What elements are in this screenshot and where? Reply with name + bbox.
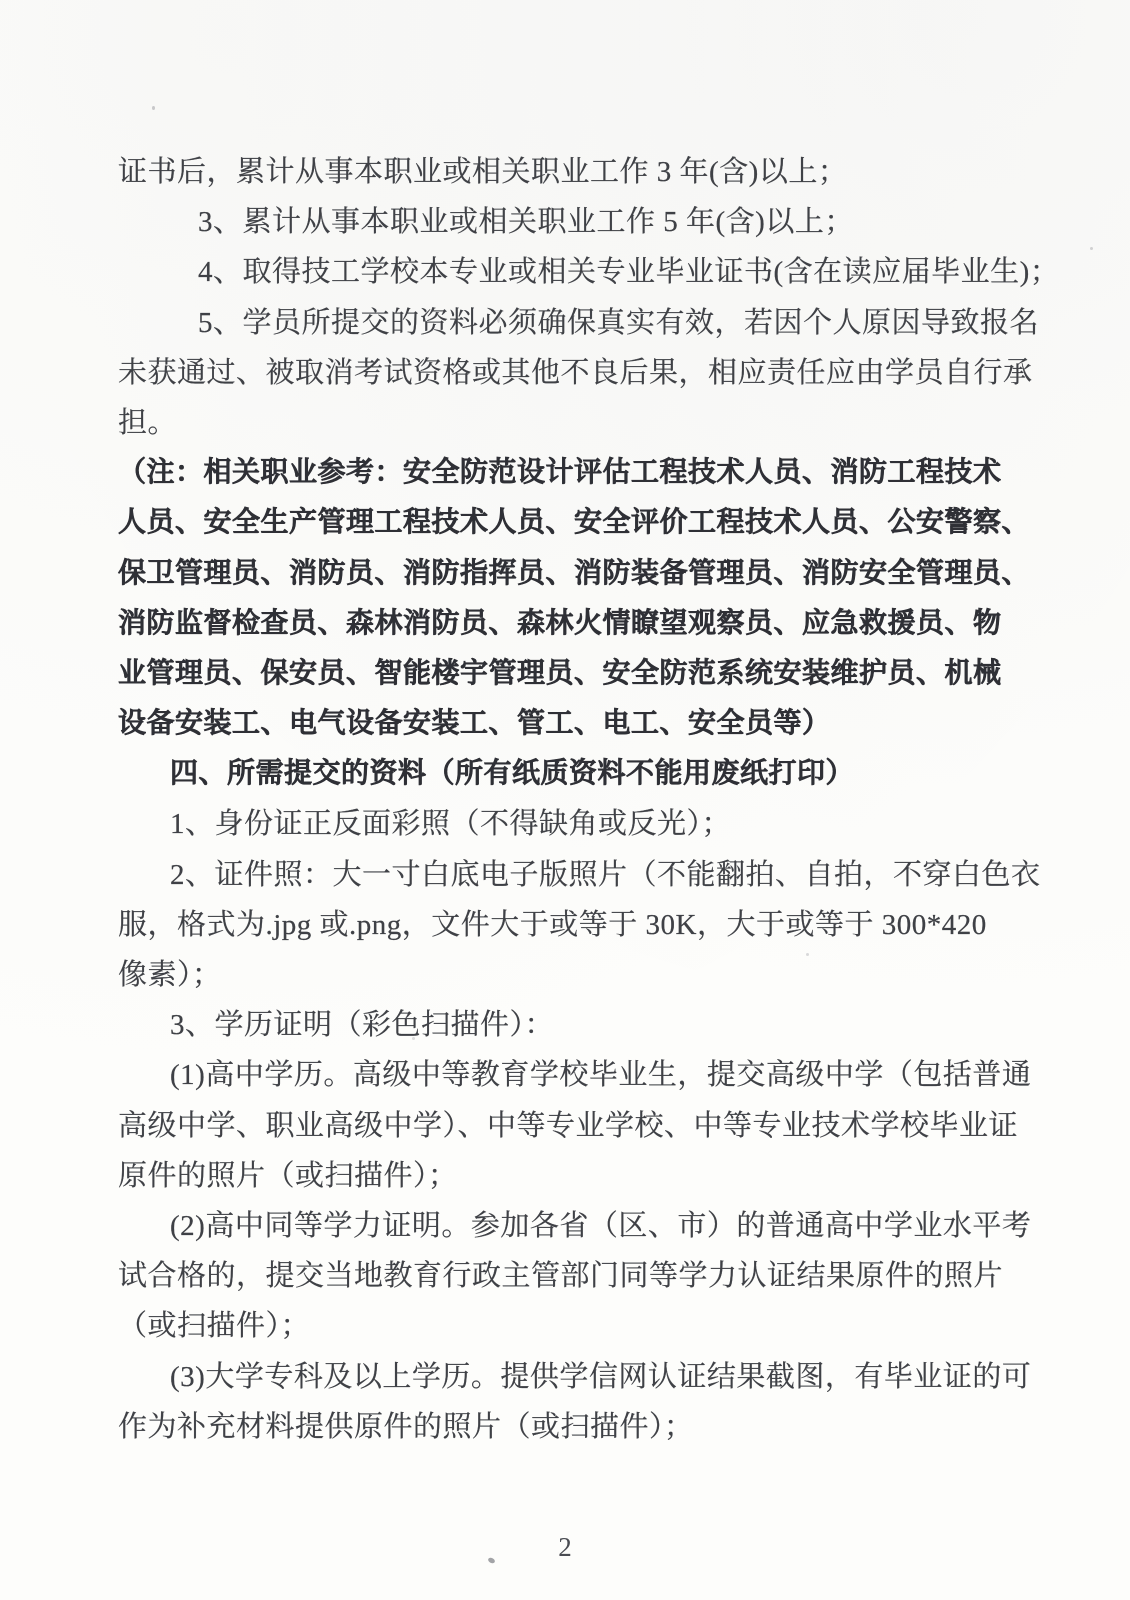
text-line: 4、取得技工学校本专业或相关专业毕业证书(含在读应届毕业生)； [198,256,1060,289]
text-line: 原件的照片（或扫描件）； [118,1159,458,1192]
text-line: 2、证件照：大一寸白底电子版照片（不能翻拍、自拍，不穿白色衣 [170,858,1041,891]
note-line: 设备安装工、电气设备安装工、管工、电工、安全员等） [118,708,831,740]
text-line: 试合格的，提交当地教育行政主管部门同等学力认证结果原件的照片 [118,1260,1004,1293]
text-line: 3、累计从事本职业或相关职业工作 5 年(含)以上； [198,206,854,239]
text-line: (3)大学专科及以上学历。提供学信网认证结果截图，有毕业证的可 [170,1360,1032,1393]
text-line: 证书后，累计从事本职业或相关职业工作 3 年(含)以上； [118,156,848,188]
text-line: 服，格式为.jpg 或.png，文件大于或等于 30K，大于或等于 300*420 [118,908,987,941]
section-heading: 四、所需提交的资料（所有纸质资料不能用废纸打印） [170,758,855,790]
text-line: 高级中学、职业高级中学）、中等专业学校、中等专业技术学校毕业证 [118,1109,1019,1142]
text-line: 1、身份证正反面彩照（不得缺角或反光）； [170,808,732,841]
scan-speck [1090,247,1093,250]
page-number: 2 [558,1532,572,1562]
text-line: 作为补充材料提供原件的照片（或扫描件）； [118,1410,694,1443]
scan-speck [497,314,500,323]
note-line: 保卫管理员、消防员、消防指挥员、消防装备管理员、消防安全管理员、 [118,557,1031,589]
scan-speck [412,1037,415,1040]
text-line: 担。 [118,406,178,439]
text-line: 5、学员所提交的资料必须确保真实有效，若因个人原因导致报名 [198,306,1040,339]
text-line: （或扫描件）； [118,1310,311,1343]
scan-speck [806,953,809,956]
note-line: 消防监督检查员、森林消防员、森林火情瞭望观察员、应急救援员、物 [118,607,1002,639]
page-content [118,147,1060,1452]
scan-speck [152,106,155,110]
text-line: 3、学历证明（彩色扫描件）： [170,1009,555,1042]
note-line: （注：相关职业参考：安全防范设计评估工程技术人员、消防工程技术 [118,457,1002,489]
text-line: (1)高中学历。高级中等教育学校毕业生，提交高级中学（包括普通 [170,1059,1032,1092]
text-line: 像素）； [118,959,222,991]
note-line: 业管理员、保安员、智能楼宇管理员、安全防范系统安装维护员、机械 [118,657,1002,689]
text-line: (2)高中同等学力证明。参加各省（区、市）的普通高中学业水平考 [170,1209,1032,1242]
note-line: 人员、安全生产管理工程技术人员、安全评价工程技术人员、公安警察、 [118,507,1031,539]
text-line: 未获通过、被取消考试资格或其他不良后果，相应责任应由学员自行承 [118,356,1033,389]
